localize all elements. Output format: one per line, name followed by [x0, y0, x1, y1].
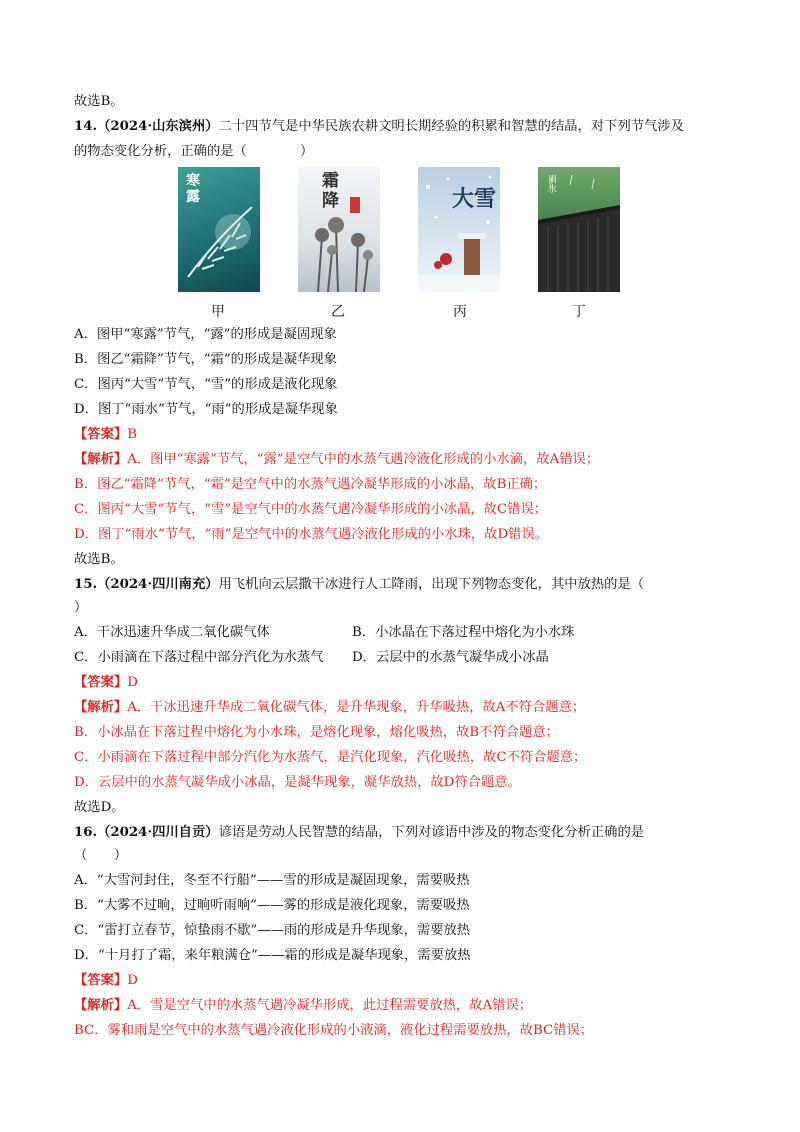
explanation-text: C．小雨滴在下落过程中部分汽化为水蒸气，是汽化现象，汽化吸热，故C不符合题意； — [74, 750, 587, 765]
explanation-label: 【解析】 — [74, 998, 128, 1013]
question-text: 用飞机向云层撒干冰进行人工降雨，出现下列物态变化，其中放热的是（ — [218, 577, 645, 592]
image-caption: 丁 — [572, 304, 586, 320]
image-yi — [298, 167, 380, 292]
answer-value: B — [127, 427, 137, 442]
explanation-text: B．图乙“霜降”节气，“霜”是空气中的水蒸气遇冷凝华形成的小冰晶，故B正确； — [74, 477, 547, 492]
explanation-text: BC．雾和雨是空气中的水蒸气遇冷液化形成的小液滴，液化过程需要放热，故BC错误； — [74, 1023, 594, 1038]
question-15 — [74, 575, 644, 595]
question-number: 16.（2024·四川自贡） — [74, 825, 219, 840]
question-text: 的物态变化分析，正确的是（ ） — [74, 144, 314, 159]
image-caption: 甲 — [211, 304, 225, 320]
conclusion-line: 故选B。 — [74, 552, 124, 567]
explanation-text: A．雪是空气中的水蒸气遇冷凝华形成，此过程需要放热，故A错误； — [127, 998, 533, 1013]
image-ding — [538, 167, 620, 292]
question-16 — [74, 823, 644, 843]
explanation-text: B．小冰晶在下落过程中熔化为小水珠，是熔化现象，熔化吸热，故B不符合题意； — [74, 725, 559, 740]
image-title: 寒露 — [186, 173, 200, 205]
option-d: D．“十月打了霜，来年粮满仓”——霜的形成是凝华现象，需要放热 — [74, 948, 471, 963]
image-caption: 丙 — [453, 304, 467, 320]
option-c: C．图丙“大雪”节气，“雪”的形成是液化现象 — [74, 377, 338, 392]
question-number: 15.（2024·四川南充） — [74, 577, 219, 592]
question-text: ） — [74, 600, 88, 615]
option-d: D．云层中的水蒸气凝华成小冰晶 — [352, 650, 549, 665]
seal-stamp — [350, 197, 360, 213]
option-d: D．图丁“雨水”节气，“雨”的形成是凝华现象 — [74, 402, 338, 417]
answer-line — [74, 971, 138, 991]
question-text: （ ） — [74, 848, 128, 863]
option-c: C．小雨滴在下落过程中部分汽化为水蒸气 — [74, 650, 324, 665]
answer-line — [74, 673, 138, 693]
explanation-line — [74, 996, 532, 1016]
option-a: A．干冰迅速升华成二氧化碳气体 — [74, 625, 270, 640]
explanation-text: D．云层中的水蒸气凝华成小冰晶，是凝华现象，凝华放热，故D符合题意。 — [74, 775, 521, 790]
explanation-text: A．图甲“寒露”节气，“露”是空气中的水蒸气遇冷液化形成的小水滴，故A错误； — [127, 452, 600, 467]
answer-label: 【答案】 — [74, 973, 128, 988]
explanation-line — [74, 450, 599, 470]
option-c: C．“雷打立春节，惊蛰雨不歇”——雨的形成是升华现象，需要放热 — [74, 923, 471, 938]
question-text: 二十四节气是中华民族农耕文明长期经验的积累和智慧的结晶，对下列节气涉及 — [218, 119, 684, 134]
image-jia — [178, 167, 260, 292]
conclusion-line: 故选D。 — [74, 800, 125, 815]
explanation-text: C．图丙“大雪”节气，“雪”是空气中的水蒸气遇冷凝华形成的小冰晶，故C错误； — [74, 502, 548, 517]
answer-value: D — [127, 973, 138, 988]
image-caption: 乙 — [331, 304, 345, 320]
explanation-text: A．干冰迅速升华成二氧化碳气体，是升华现象，升华吸热，故A不符合题意； — [127, 700, 586, 715]
text-line: 故选B。 — [74, 94, 124, 109]
option-a: A．图甲“寒露”节气，“露”的形成是凝固现象 — [74, 327, 337, 342]
answer-label: 【答案】 — [74, 427, 128, 442]
question-number: 14.（2024·山东滨州） — [74, 119, 219, 134]
explanation-label: 【解析】 — [74, 700, 128, 715]
option-a: A．“大雪河封住，冬至不行船”——雪的形成是凝固现象，需要吸热 — [74, 873, 470, 888]
option-b: B．“大雾不过晌，过晌听雨响”——雾的形成是液化现象，需要吸热 — [74, 898, 470, 913]
explanation-line — [74, 698, 585, 718]
option-b: B．小冰晶在下落过程中熔化为小水珠 — [352, 625, 575, 640]
image-bing — [418, 167, 500, 292]
question-text: 谚语是劳动人民智慧的结晶，下列对谚语中涉及的物态变化分析正确的是 — [218, 825, 645, 840]
image-title: 大雪 — [452, 186, 497, 212]
image-title: 霜降 — [322, 171, 339, 211]
explanation-label: 【解析】 — [74, 452, 128, 467]
answer-value: D — [127, 675, 138, 690]
answer-label: 【答案】 — [74, 675, 128, 690]
question-14 — [74, 117, 684, 137]
option-b: B．图乙“霜降”节气，“霜”的形成是凝华现象 — [74, 352, 338, 367]
explanation-text: D．图丁“雨水”节气，“雨”是空气中的水蒸气遇冷液化形成的小水珠，故D错误。 — [74, 527, 549, 542]
image-title: 雨水 — [548, 175, 558, 195]
answer-line — [74, 425, 137, 445]
